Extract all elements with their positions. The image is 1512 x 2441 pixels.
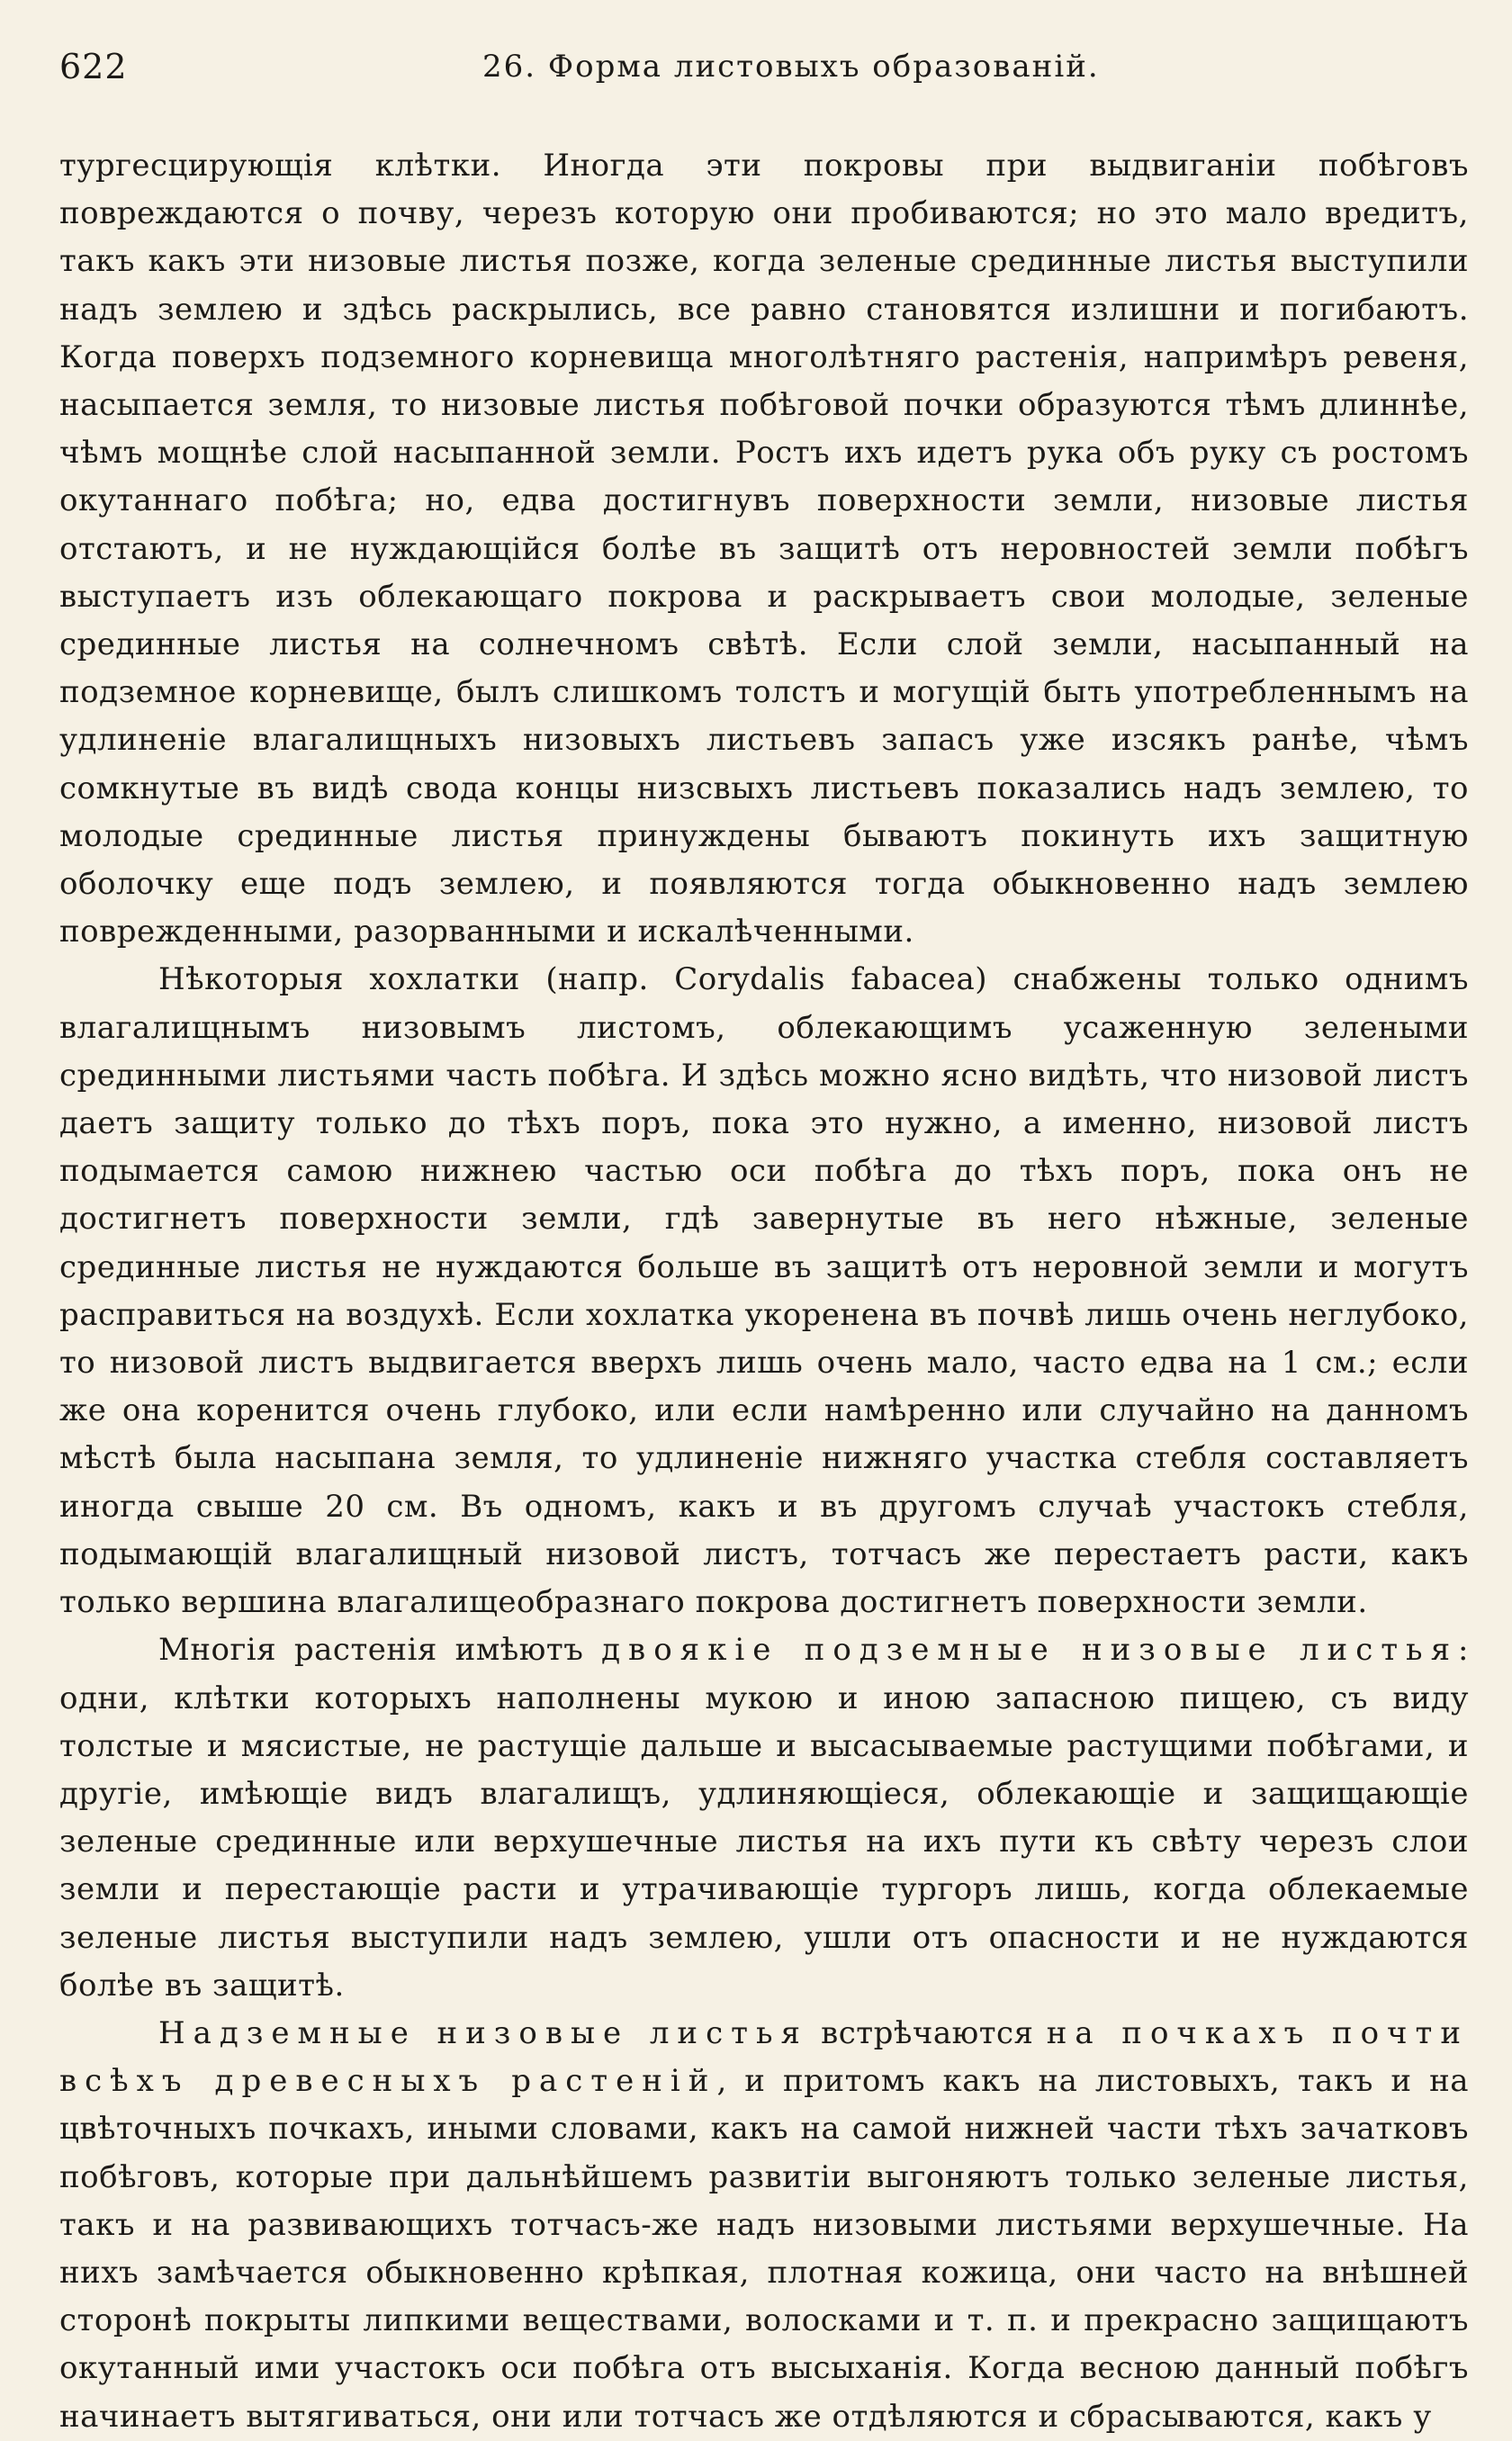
text-run: Нѣкоторыя хохлатки (напр. Corydalis fabacea) снабжены только однимъ влагалищнымъ низовымъ листомъ, облекающимъ усаженную зелеными срединными листьями часть побѣга. И здѣсь можно ясно видѣть, что низовой листъ даетъ защиту только до тѣхъ поръ, пока это нужно, а именно, низовой листъ подымается самою нижнею частью оси побѣга до тѣхъ поръ, пока онъ не достигнетъ поверхности земли, гдѣ завернутые въ него нѣжные, зеленые срединные листья не нуждаются больше въ защитѣ отъ неровной земли и могутъ расправиться на воздухѣ. Если хохлатка укоренена въ почвѣ лишь очень неглубоко, то низовой листъ выдвигается вверхъ лишь очень мало, часто едва на 1 см.; если же она коренится очень глубоко, или если намѣренно или случайно на данномъ мѣстѣ была насыпана земля, то удлиненіе нижняго участка стебля составляетъ иногда свыше 20 см. Въ одномъ, какъ и въ другомъ случаѣ участокъ стебля, подымающій влагалищный низовой листъ, тотчасъ же перестаетъ расти, какъ только вершина влагалищеобразнаго покрова достигнетъ поверхности земли. — [59, 961, 1469, 1621]
text-run: Многія растенія имѣютъ — [158, 1632, 602, 1669]
page-number: 622 — [59, 47, 128, 86]
paragraph — [59, 2010, 1469, 2441]
body-text — [59, 142, 1469, 2441]
running-title: 26. Форма листовыхъ образованій. — [482, 49, 1100, 85]
spaced-emphasis: на почкахъ почти всѣхъ древесныхъ растеній — [59, 2014, 1469, 2100]
spaced-emphasis: Надземные низовые листья — [158, 2014, 808, 2051]
text-run: тургесцирующія клѣтки. Иногда эти покровы при выдвиганіи побѣговъ повреждаются о почву, черезъ которую они пробиваются; но это мало вредитъ, такъ какъ эти низовые листья позже, когда зеленые срединные листья выступили надъ землею и здѣсь раскрылись, все равно становятся излишни и погибаютъ. Когда поверхъ подземного корневища многолѣтняго растенія, напримѣръ ревеня, насыпается земля, то низовые листья побѣговой почки образуются тѣмъ длиннѣе, чѣмъ мощнѣе слой насыпанной земли. Ростъ ихъ идетъ рука объ руку съ ростомъ окутаннаго побѣга; но, едва достигнувъ поверхности земли, низовые листья отстаютъ, и не нуждающійся болѣе въ защитѣ отъ неровностей земли побѣгъ выступаетъ изъ облекающаго покрова и раскрываетъ свои молодые, зеленые срединные листья на солнечномъ свѣтѣ. Если слой земли, насыпанный на подземное корневище, былъ слишкомъ толстъ и могущій быть употребленнымъ на удлиненіе влагалищныхъ низовыхъ листьевъ запасъ уже изсякъ ранѣе, чѣмъ сомкнутые въ видѣ свода концы низсвыхъ листьевъ показались надъ землею, то молодые срединные листья принуждены бываютъ покинуть ихъ защитную оболочку еще подъ землею, и появляются тогда обыкновенно надъ землею поврежденными, разорванными и искалѣченными. — [59, 148, 1469, 950]
text-run: встрѣчаются — [807, 2014, 1047, 2051]
page-header — [59, 47, 1469, 92]
paragraph — [59, 1626, 1469, 2010]
paragraph — [59, 142, 1469, 956]
spaced-emphasis: двоякіе подземные низовые листья — [601, 1632, 1459, 1669]
paragraph — [59, 956, 1469, 1626]
text-run: : одни, клѣтки которыхъ наполнены мукою и иною запасною пищею, съ виду толстые и мясистые, не растущіе дальше и высасываемые растущими побѣгами, и другіе, имѣющіе видъ влагалищъ, удлиняющіеся, облекающіе и защищающіе зеленые срединные или верхушечные листья на ихъ пути къ свѣту черезъ слои земли и перестающіе расти и утрачивающіе тургоръ лишь, когда облекаемые зеленые листья выступили надъ землею, ушли отъ опасности и не нуждаются болѣе въ защитѣ. — [59, 1632, 1469, 2004]
text-run: , и притомъ какъ на листовыхъ, такъ и на цвѣточныхъ почкахъ, иными словами, какъ на самой нижней части тѣхъ зачатковъ побѣговъ, которые при дальнѣйшемъ развитіи выгоняютъ только зеленые листья, такъ и на развивающихъ тотчасъ-же надъ низовыми листьями верхушечные. На нихъ замѣчается обыкновенно крѣпкая, плотная кожица, они часто на внѣшней сторонѣ покрыты липкими веществами, волосками и т. п. и прекрасно защищаютъ окутанный ими участокъ оси побѣга отъ высыханія. Когда весною данный побѣгъ начинаетъ вытягиваться, они или тотчасъ же отдѣляются и сбрасываются, какъ у — [59, 2063, 1470, 2435]
